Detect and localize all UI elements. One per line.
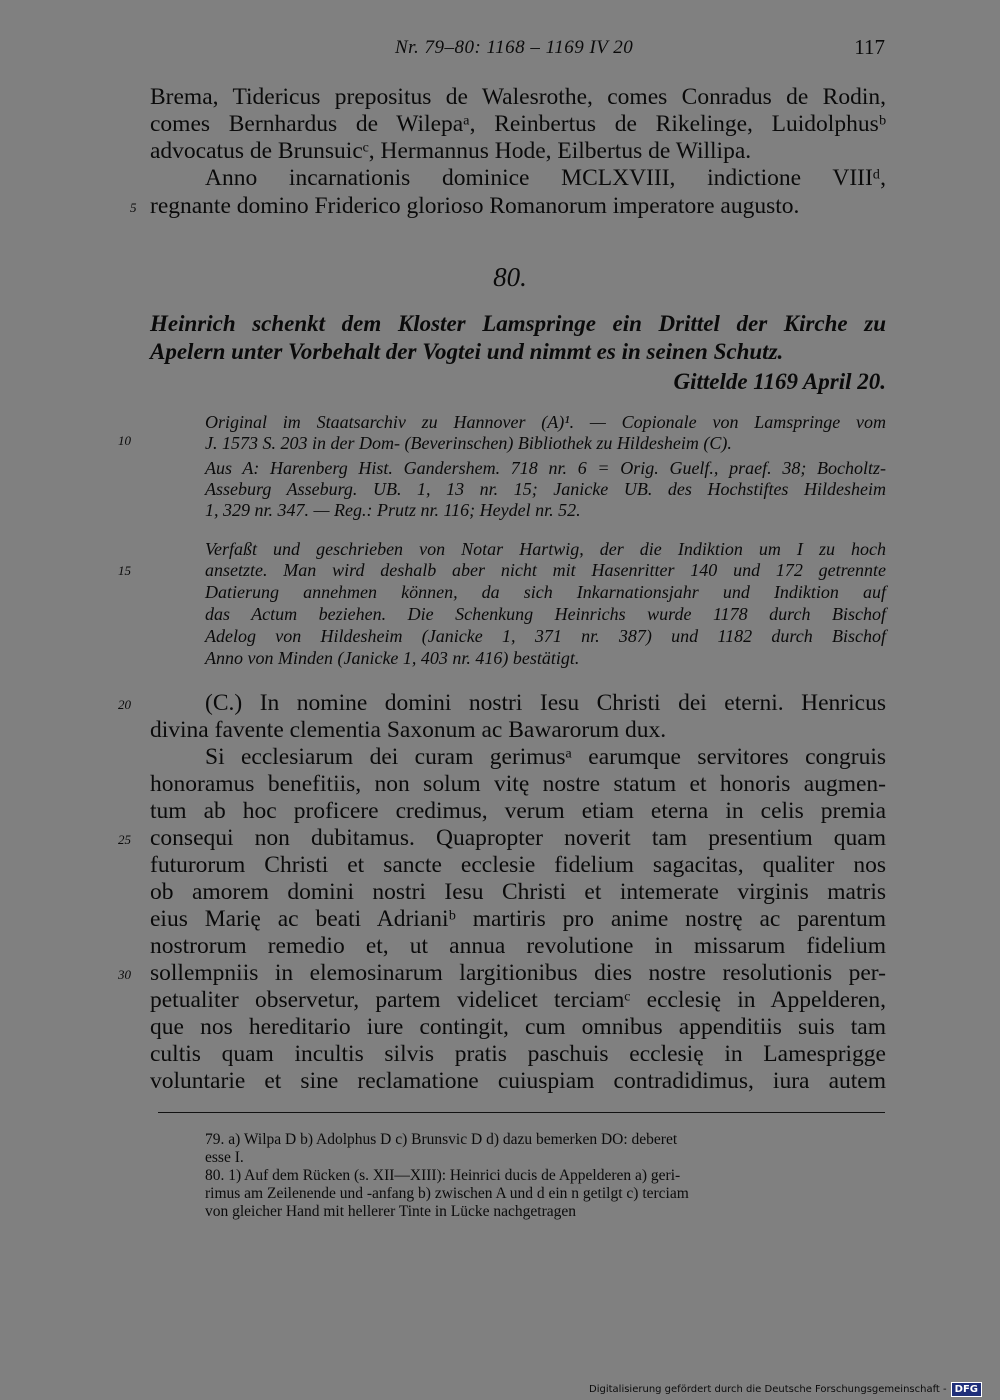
line-number: 20 bbox=[118, 697, 131, 712]
text-line: Anno incarnationis dominice MCLXVIII, indictione VIIIᵈ, bbox=[205, 165, 886, 191]
note-line: das Actum beziehen. Die Schenkung Heinrichs wurde 1178 durch Bischof bbox=[205, 604, 886, 624]
footnote-line: 79. a) Wilpa D b) Adolphus D c) Brunsvic D d) dazu bemerken DO: deberet bbox=[205, 1131, 678, 1148]
note-line: ansetzte. Man wird deshalb aber nicht mit Hasenritter 140 und 172 getrennte bbox=[205, 560, 886, 580]
body-line: petualiter observetur, partem videlicet terciamᶜ ecclesię in Appelderen, bbox=[150, 987, 886, 1013]
body-line: consequi non dubitamus. Quapropter noverit tam presentium quam bbox=[150, 825, 886, 851]
note-line: Verfaßt und geschrieben von Notar Hartwig, der die Indiktion um I zu hoch bbox=[205, 539, 886, 559]
text-line: advocatus de Brunsuicᶜ, Hermannus Hode, Eilbertus de Willipa. bbox=[150, 138, 752, 164]
digitization-credit bbox=[589, 1382, 982, 1397]
line-number: 30 bbox=[118, 967, 131, 982]
text-line: regnante domino Friderico glorioso Romanorum imperatore augusto. bbox=[150, 193, 800, 219]
dfg-logo: DFG bbox=[951, 1382, 982, 1397]
document-title-line: Heinrich schenkt dem Kloster Lamspringe ein Drittel der Kirche zu bbox=[150, 311, 886, 336]
footnote-line: von gleicher Hand mit hellerer Tinte in Lücke nachgetragen bbox=[205, 1203, 577, 1220]
note-line: Aus A: Harenberg Hist. Gandershem. 718 nr. 6 = Orig. Guelf., praef. 38; Bocholtz- bbox=[205, 458, 886, 478]
place-date: Gittelde 1169 April 20. bbox=[673, 369, 886, 394]
footnote-line: rimus am Zeilenende und -anfang b) zwischen A und d ein n getilgt c) terciam bbox=[205, 1185, 689, 1202]
line-number: 15 bbox=[118, 563, 131, 578]
note-line: Asseburg Asseburg. UB. 1, 13 nr. 15; Janicke UB. des Hochstiftes Hildesheim bbox=[205, 479, 886, 499]
body-line: (C.) In nomine domini nostri Iesu Christi dei eterni. Henricus bbox=[205, 690, 886, 716]
body-line: ob amorem domini nostri Iesu Christi et intemerate virginis matris bbox=[150, 879, 886, 905]
note-line: J. 1573 S. 203 in der Dom- (Beverinschen) Bibliothek zu Hildesheim (C). bbox=[205, 433, 732, 453]
text-line: Brema, Tidericus prepositus de Walesrothe, comes Conradus de Rodin, bbox=[150, 84, 886, 110]
note-line: Datierung annehmen können, da sich Inkarnationsjahr und Indiktion auf bbox=[205, 582, 886, 602]
credit-text: Digitalisierung gefördert durch die Deutsche Forschungsgemeinschaft - bbox=[589, 1384, 947, 1395]
body-line: cultis quam incultis silvis pratis paschuis ecclesię in Lamesprigge bbox=[150, 1041, 886, 1067]
footnote-divider bbox=[158, 1112, 885, 1113]
body-line: nostrorum remedio et, ut annua revolutione in missarum fidelium bbox=[150, 933, 886, 959]
text-line: comes Bernhardus de Wilepaᵃ, Reinbertus de Rikelinge, Luidolphusᵇ bbox=[150, 111, 886, 137]
document-title-line: Apelern unter Vorbehalt der Vogtei und nimmt es in seinen Schutz. bbox=[150, 339, 784, 364]
running-title: Nr. 79–80: 1168 – 1169 IV 20 bbox=[395, 37, 634, 58]
note-line: 1, 329 nr. 347. — Reg.: Prutz nr. 116; Heydel nr. 52. bbox=[205, 500, 581, 520]
footnote-line: esse I. bbox=[205, 1149, 244, 1166]
note-line: Adelog von Hildesheim (Janicke 1, 371 nr. 387) und 1182 durch Bischof bbox=[205, 626, 886, 646]
note-line: Original im Staatsarchiv zu Hannover (A)¹. — Copionale von Lamspringe vom bbox=[205, 412, 886, 432]
body-line: que nos hereditario iure contingit, cum omnibus appenditiis suis tam bbox=[150, 1014, 886, 1040]
body-line: sollempniis in elemosinarum largitionibus dies nostre resolutionis per- bbox=[150, 960, 886, 986]
running-header bbox=[395, 37, 885, 63]
body-line: tum ab hoc proficere credimus, verum etiam eterna in celis premia bbox=[150, 798, 886, 824]
page-number: 117 bbox=[854, 35, 885, 59]
body-line: Si ecclesiarum dei curam gerimusᵃ earumque servitores congruis bbox=[205, 744, 886, 770]
body-line: voluntarie et sine reclamatione cuiuspiam contradidimus, iura autem bbox=[150, 1068, 886, 1094]
body-line: honoramus benefitiis, non solum vitę nostre statum et honoris augmen- bbox=[150, 771, 886, 797]
line-number: 10 bbox=[118, 433, 131, 448]
footnote-line: 80. 1) Auf dem Rücken (s. XII—XIII): Heinrici ducis de Appelderen a) geri- bbox=[205, 1167, 681, 1184]
body-line: futurorum Christi et sancte ecclesie fidelium sagacitas, qualiter nos bbox=[150, 852, 886, 878]
body-line: divina favente clementia Saxonum ac Bawarorum dux. bbox=[150, 717, 667, 743]
line-number: 25 bbox=[118, 832, 131, 847]
note-line: Anno von Minden (Janicke 1, 403 nr. 416) bestätigt. bbox=[205, 648, 580, 668]
document-number: 80. bbox=[493, 262, 527, 292]
line-number: 5 bbox=[130, 200, 137, 215]
body-line: eius Marię ac beati Adrianiᵇ martiris pro anime nostrę ac parentum bbox=[150, 906, 886, 932]
